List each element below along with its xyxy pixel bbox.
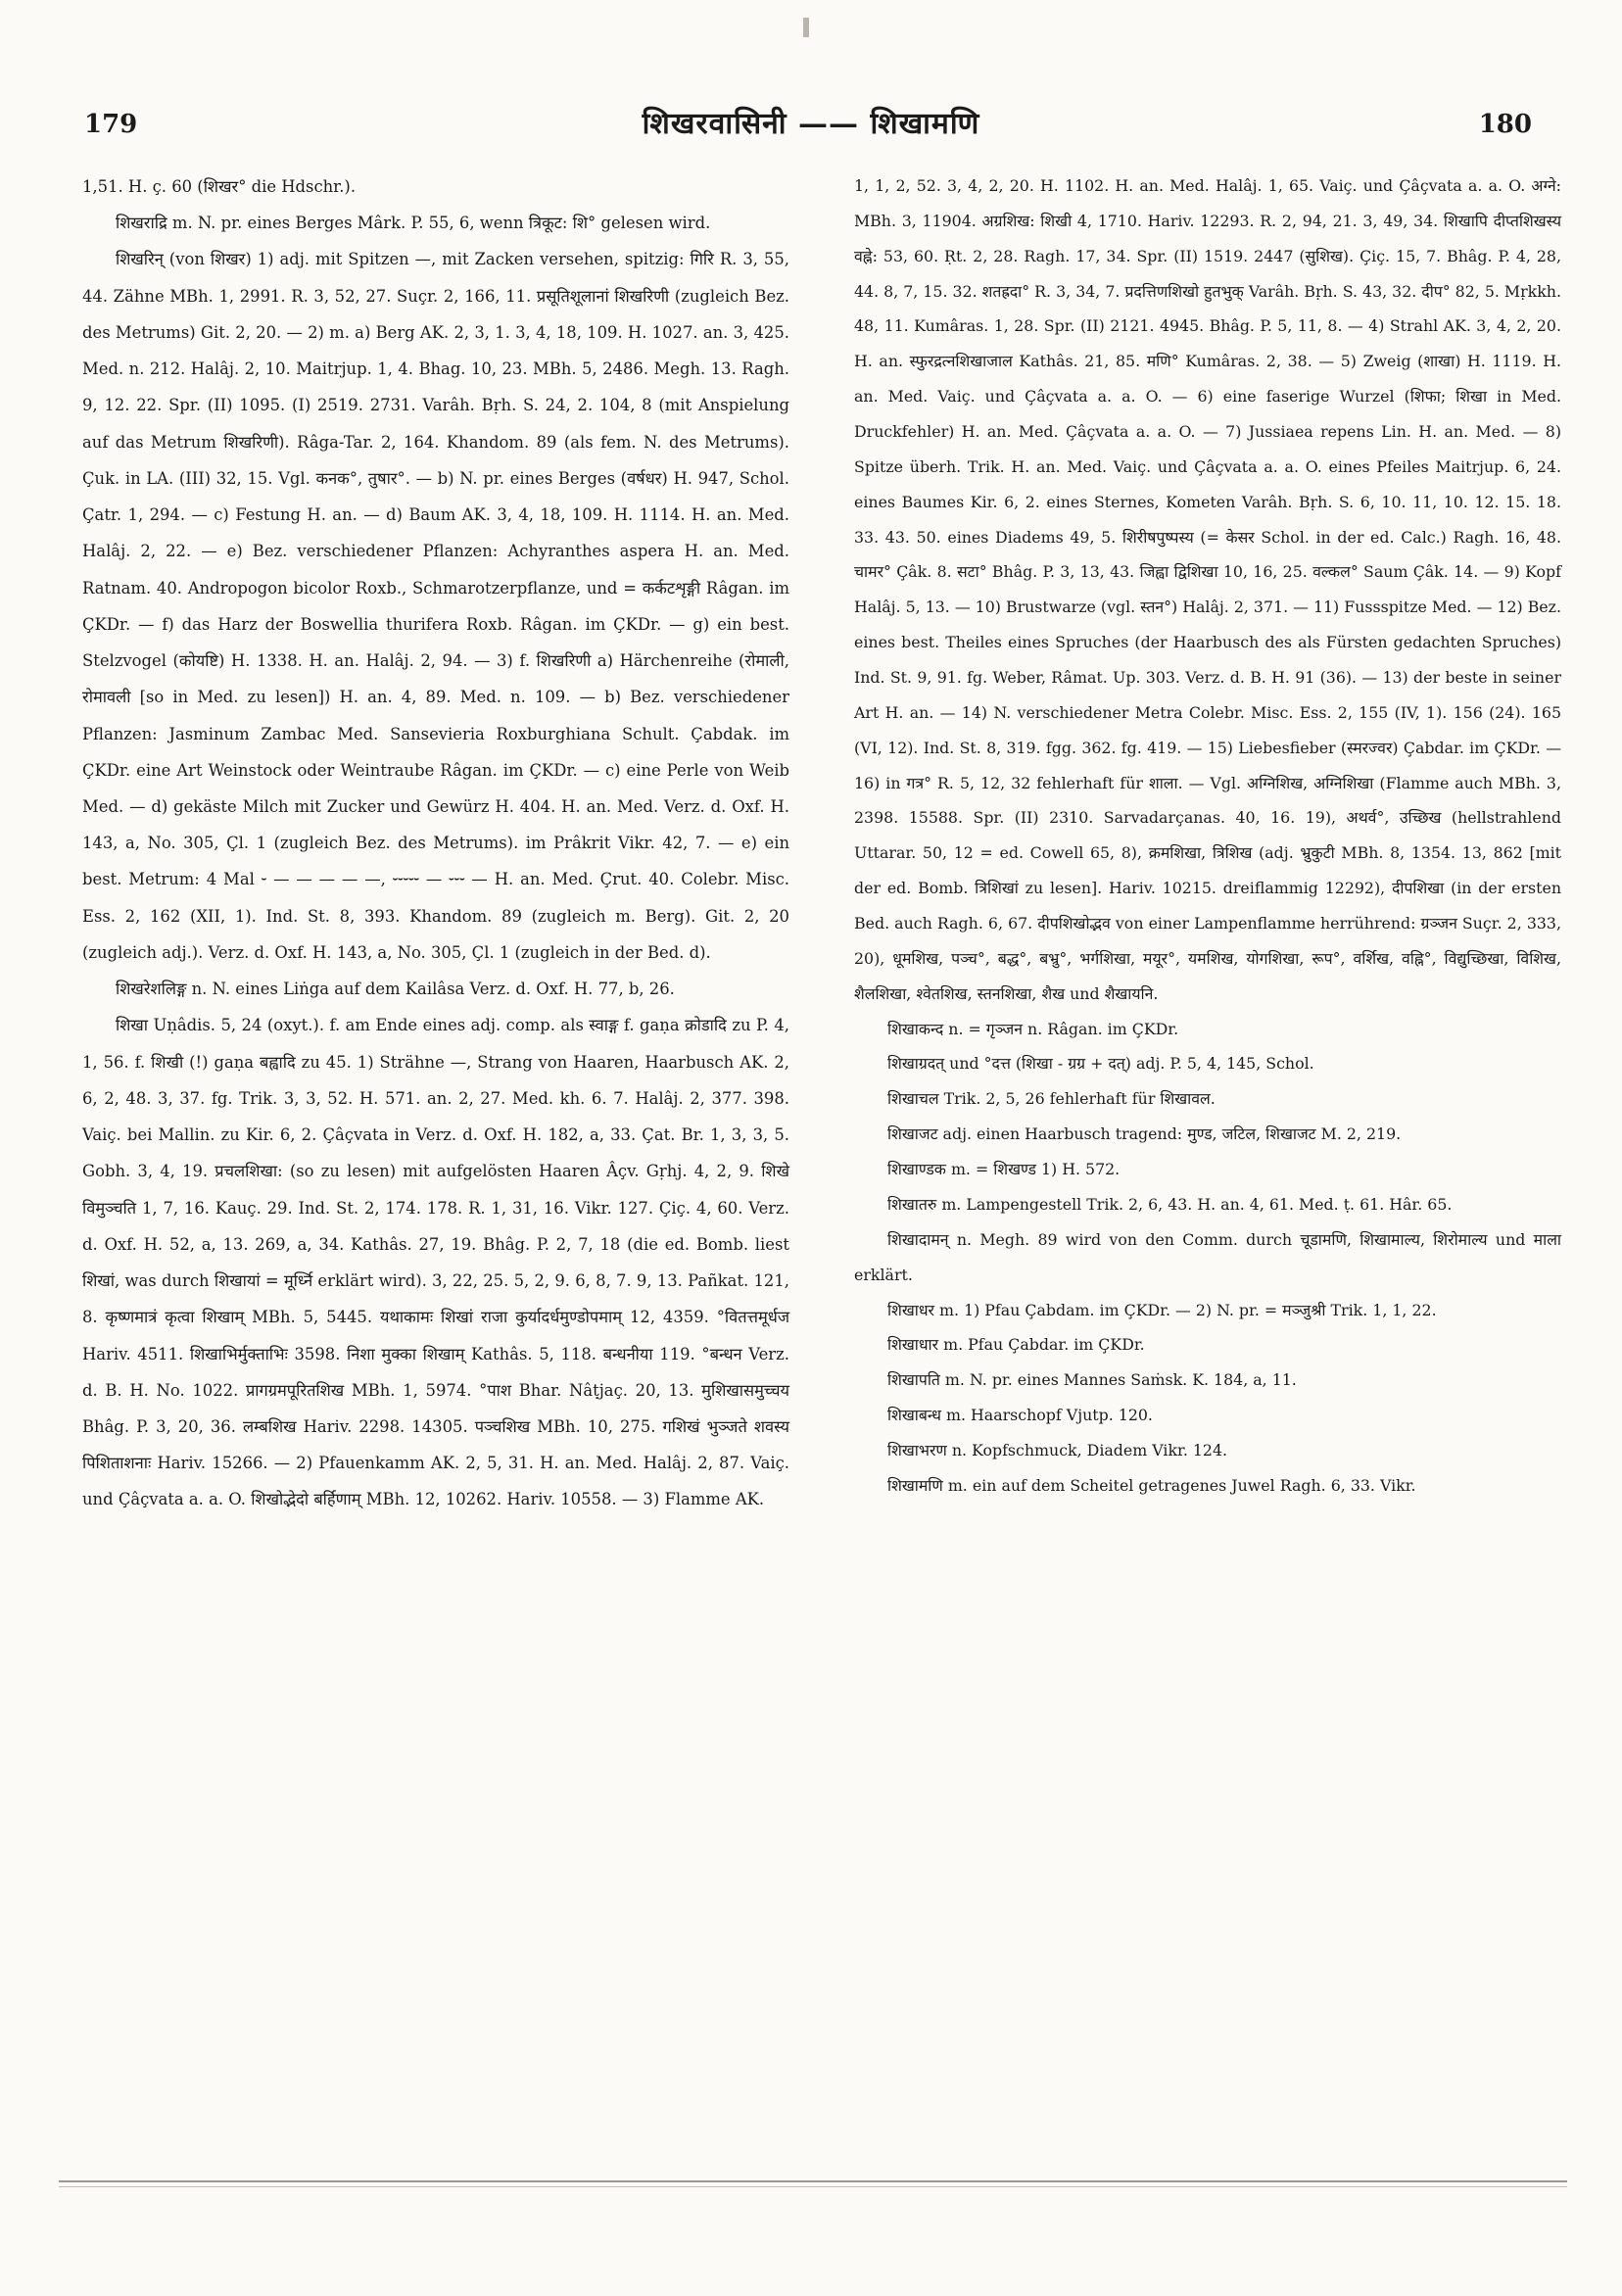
entry-shikhapati: शिखापति m. N. pr. eines Mannes Saṁsk. K. 184, a, 11. [887, 1370, 1297, 1390]
entry-shikhataru: शिखातरु m. Lampengestell Trik. 2, 6, 43. H. an. 4, 61. Med. ṭ. 61. Hâr. 65. [887, 1194, 1453, 1214]
page-number-left: 179 [84, 110, 138, 139]
entry-shikhadhara-2: शिखाधार m. Pfau Çabdar. im ÇKDr. [887, 1335, 1145, 1355]
scan-mark [803, 18, 809, 37]
entry-shikhabandha: शिखाबन्ध m. Haarschopf Vjutp. 120. [887, 1406, 1153, 1425]
entry-shikhandaka: शिखाण्डक m. = शिखण्ड 1) H. 572. [887, 1160, 1121, 1179]
entry-shikhachala: शिखाचल Trik. 2, 5, 26 fehlerhaft für शिखावल. [887, 1089, 1216, 1109]
entry-shikhadhara: शिखाधर m. 1) Pfau Çabdam. im ÇKDr. — 2) N. pr. = मञ्जुश्री Trik. 1, 1, 22. [887, 1300, 1437, 1319]
entry-shikhadaman: शिखादामन् n. Megh. 89 wird von den Comm. durch चूडामणि, शिखामाल्य, शिरोमाल्य und माला erklärt. [854, 1229, 1561, 1284]
entry-shikharadri: शिखराद्रि m. N. pr. eines Berges Mârk. P. 55, 6, wenn त्रिकूट: शि° gelesen wird. [116, 214, 711, 233]
entry-shikharin: शिखरिन् (von शिखर) 1) adj. mit Spitzen —, mit Zacken versehen, spitzig: गिरि R. 3, 55, 44. Zähne MBh. 1, 2991. R. 3, 52, 27. Suçr. 2, 166, 11. प्रसूतिशूलानां शिखरिणी (zugleich Bez. des Metrums) Git. 2, 20. — 2) m. a) Berg AK. 2, 3, 1. 3, 4, 18, 109. H. 1027. an. 3, 425. Med. n. 212. Halâj. 2, 10. Maitrjup. 1, 4. Bhag. 10, 23. MBh. 5, 2486. Megh. 13. Ragh. 9, 12. 22. Spr. (II) 1095. (I) 2519. 2731. Varâh. Bṛh. S. 24, 2. 104, 8 (mit Anspielung auf das Metrum शिखरिणी). Râga-Tar. 2, 164. Khandom. 89 (als fem. N. des Metrums). Çuk. in LA. (III) 32, 15. Vgl. कनक°, तुषार°. — b) N. pr. eines Berges (वर्षधर) H. 947, Schol. Çatr. 1, 294. — c) Festung H. an. — d) Baum AK. 3, 4, 18, 109. H. 1114. H. an. Med. Halâj. 2, 22. — e) Bez. verschiedener Pflanzen: Achyranthes aspera H. an. Med. Ratnam. 40. Andropogon bicolor Roxb., Schmarotzerpflanze, und = कर्कटशृङ्गी Râgan. im ÇKDr. — f) das Harz der Boswellia thurifera Roxb. Râgan. im ÇKDr. — g) ein best. Stelzvogel (कोयष्टि) H. 1338. H. an. Halâj. 2, 94. — 3) f. शिखरिणी a) Härchenreihe (रोमाली, रोमावली [so in Med. zu lesen]) H. an. 4, 89. Med. n. 109. — b) Bez. verschiedener Pflanzen: Jasminum Zambac Med. Sansevieria Roxburghiana Schult. Çabdak. im ÇKDr. eine Art Weinstock oder Weintraube Râgan. im ÇKDr. — c) eine Perle von Weib Med. — d) gekäste Milch mit Zucker und Gewürz H. 404. H. an. Med. Verz. d. Oxf. H. 143, a, No. 305, Çl. 1 (zugleich Bez. des Metrums). im Prâkrit Vikr. 42, 7. — e) ein best. Metrum: 4 Mal ⏑ — — — — —, ⏑⏑⏑⏑⏑ — ⏑⏑⏑ — H. an. Med. Çrut. 40. Colebr. Misc. Ess. 2, 162 (XII, 1). Ind. St. 8, 393. Khandom. 89 (zugleich m. Berg). Git. 2, 20 (zugleich adj.). Verz. d. Oxf. H. 143, a, No. 305, Çl. 1 (zugleich in der Bed. d). [82, 250, 789, 962]
footer-rule-thin [59, 2186, 1567, 2187]
entry-shikharesha-linga: शिखरेशलिङ्ग n. N. eines Liṅga auf dem Kailâsa Verz. d. Oxf. H. 77, b, 26. [116, 980, 675, 999]
entry-shikhamani: शिखामणि m. ein auf dem Scheitel getragenes Juwel Ragh. 6, 33. Vikr. [887, 1475, 1416, 1495]
page-number-right: 180 [1478, 110, 1532, 139]
entry-shikhakanda: शिखाकन्द n. = गृञ्जन n. Râgan. im ÇKDr. [887, 1019, 1179, 1038]
dictionary-columns [82, 168, 1561, 1530]
entry-shikhagradat: शिखाग्रदत् und °दत्त (शिखा - ग्रग्र + दत्) adj. P. 5, 4, 145, Schol. [887, 1054, 1314, 1074]
left-column [82, 168, 789, 1518]
entry-shikhabharana: शिखाभरण n. Kopfschmuck, Diadem Vikr. 124. [887, 1440, 1228, 1459]
footer-rule [59, 2180, 1567, 2182]
entry-shikhajata: शिखाजट adj. einen Haarbusch tragend: मुण्ड, जटिल, शिखाजट M. 2, 219. [887, 1124, 1402, 1144]
entry-continuation: 1,51. H. ç. 60 (शिखर° die Hdschr.). [82, 177, 357, 196]
right-column [854, 168, 1561, 1504]
running-head: शिखरवासिनी —— शिखामणि [642, 107, 980, 141]
entry-shikha: शिखा Uṇâdis. 5, 24 (oxyt.). f. am Ende eines adj. comp. als स्वाङ्ग f. gaṇa क्रोडादि zu P. 4, 1, 56. f. शिखी (!) gaṇa बह्वादि zu 45. 1) Strähne —, Strang von Haaren, Haarbusch AK. 2, 6, 2, 48. 3, 37. fg. Trik. 3, 3, 52. H. 571. an. 2, 27. Med. kh. 6. 7. Halâj. 2, 377. 398. Vaiç. bei Mallin. zu Kir. 6, 2. Çâçvata in Verz. d. Oxf. H. 182, a, 33. Çat. Br. 1, 3, 3, 5. Gobh. 3, 4, 19. प्रचलशिखा: (so zu lesen) mit aufgelösten Haaren Âçv. Gṛhj. 4, 2, 9. शिखे विमुञ्चति 1, 7, 16. Kauç. 29. Ind. St. 2, 174. 178. R. 1, 31, 16. Vikr. 127. Çiç. 4, 60. Verz. d. Oxf. H. 52, a, 13. 269, a, 34. Kathâs. 27, 19. Bhâg. P. 2, 7, 18 (die ed. Bomb. liest शिखां, was durch शिखायां = मूर्ध्नि erklärt wird). 3, 22, 25. 5, 2, 9. 6, 8, 7. 9, 13. Pañkat. 121, 8. कृष्णमात्रं कृत्वा शिखाम् MBh. 5, 5445. यथाकामः शिखां राजा कुर्यादर्धमुण्डोपमाम् 12, 4359. °वितत्तमूर्धज Hariv. 4511. शिखाभिर्मुक्ताभिः 3598. निशा मुक्का शिखाम् Kathâs. 5, 118. बन्धनीया 119. °बन्धन Verz. d. B. H. No. 1022. प्रागग्रमपूरितशिख MBh. 1, 5974. °पाश Bhar. Nâṭjaç. 20, 13. मुशिखासमुच्चय Bhâg. P. 3, 20, 36. लम्बशिख Hariv. 2298. 14305. पञ्चशिख MBh. 10, 275. गशिखं भुञ्जते शवस्य पिशिताशनाः Hariv. 15266. — 2) Pfauenkamm AK. 2, 5, 31. H. an. Med. Halâj. 2, 87. Vaiç. und Çâçvata a. a. O. शिखोद्भेदो बर्हिणाम् MBh. 12, 10262. Hariv. 10558. — 3) Flamme AK. [82, 1016, 789, 1509]
entry-shikha-continued: 1, 1, 2, 52. 3, 4, 2, 20. H. 1102. H. an. Med. Halâj. 1, 65. Vaiç. und Çâçvata a. a. O. अग्ने: MBh. 3, 11904. अग्रशिख: शिखी 4, 1710. Hariv. 12293. R. 2, 94, 21. 3, 49, 34. शिखापि दीप्तशिखस्य वह्ने: 53, 60. Ṛt. 2, 28. Ragh. 17, 34. Spr. (II) 1519. 2447 (सुशिख). Çiç. 15, 7. Bhâg. P. 4, 28, 44. 8, 7, 15. 32. शतह्रदा° R. 3, 34, 7. प्रदत्तिणशिखो हुतभुक् Varâh. Bṛh. S. 43, 32. दीप° 82, 5. Mṛkkh. 48, 11. Kumâras. 1, 28. Spr. (II) 2121. 4945. Bhâg. P. 5, 11, 8. — 4) Strahl AK. 3, 4, 2, 20. H. an. स्फुरद्रत्नशिखाजाल Kathâs. 21, 85. मणि° Kumâras. 2, 38. — 5) Zweig (शाखा) H. 1119. H. an. Med. Vaiç. und Çâçvata a. a. O. — 6) eine faserige Wurzel (शिफा; शिखा in Med. Druckfehler) H. an. Med. Çâçvata a. a. O. — 7) Jussiaea repens Lin. H. an. Med. — 8) Spitze überh. Trik. H. an. Med. Vaiç. und Çâçvata a. a. O. eines Pfeiles Maitrjup. 6, 24. eines Baumes Kir. 6, 2. eines Sternes, Kometen Varâh. Bṛh. S. 6, 10. 11, 10. 12. 15. 18. 33. 43. 50. eines Diadems 49, 5. शिरीषपुष्पस्य (= केसर Schol. in der ed. Calc.) Ragh. 16, 48. चामर° Çâk. 8. सटा° Bhâg. P. 3, 13, 43. जिह्वा द्विशिखा 10, 16, 25. वल्कल° Saum Çâk. 14. — 9) Kopf Halâj. 5, 13. — 10) Brustwarze (vgl. स्तन°) Halâj. 2, 371. — 11) Fussspitze Med. — 12) Bez. eines best. Theiles eines Spruches (der Haarbusch des als Fürsten gedachten Spruches) Ind. St. 9, 91. fg. Weber, Râmat. Up. 303. Verz. d. B. H. 91 (36). — 13) der beste in seiner Art H. an. — 14) N. verschiedener Metra Colebr. Misc. Ess. 2, 155 (IV, 1). 156 (24). 165 (VI, 12). Ind. St. 8, 319. fgg. 362. fg. 419. — 15) Liebesfieber (स्मरज्वर) Çabdar. im ÇKDr. — 16) in गत्र° R. 5, 12, 32 fehlerhaft für शाला. — Vgl. अग्निशिख, अग्निशिखा (Flamme auch MBh. 3, 2398. 15588. Spr. (II) 2310. Sarvadarçanas. 40, 16. 19), अथर्व°, उच्छिख (hellstrahlend Uttarar. 50, 12 = ed. Cowell 65, 8), क्रमशिखा, त्रिशिख (adj. भ्रुकुटी MBh. 8, 1354. 13, 862 [mit der ed. Bomb. त्रिशिखां zu lesen]. Hariv. 10215. dreiflammig 12292), दीपशिखा (in der ersten Bed. auch Ragh. 6, 67. दीपशिखोद्भव von einer Lampenflamme herrührend: ग्रञ्जन Suçr. 2, 333, 20), धूमशिख, पञ्च°, बद्ध°, बभ्रु°, भर्गशिखा, मयूर°, यमशिख, योगशिखा, रूप°, वर्शिख, वह्नि°, विद्युच्छिखा, विशिख, शैलशिखा, श्वेतशिख, स्तनशिखा, शैख und शैखायनि. [854, 176, 1561, 1003]
